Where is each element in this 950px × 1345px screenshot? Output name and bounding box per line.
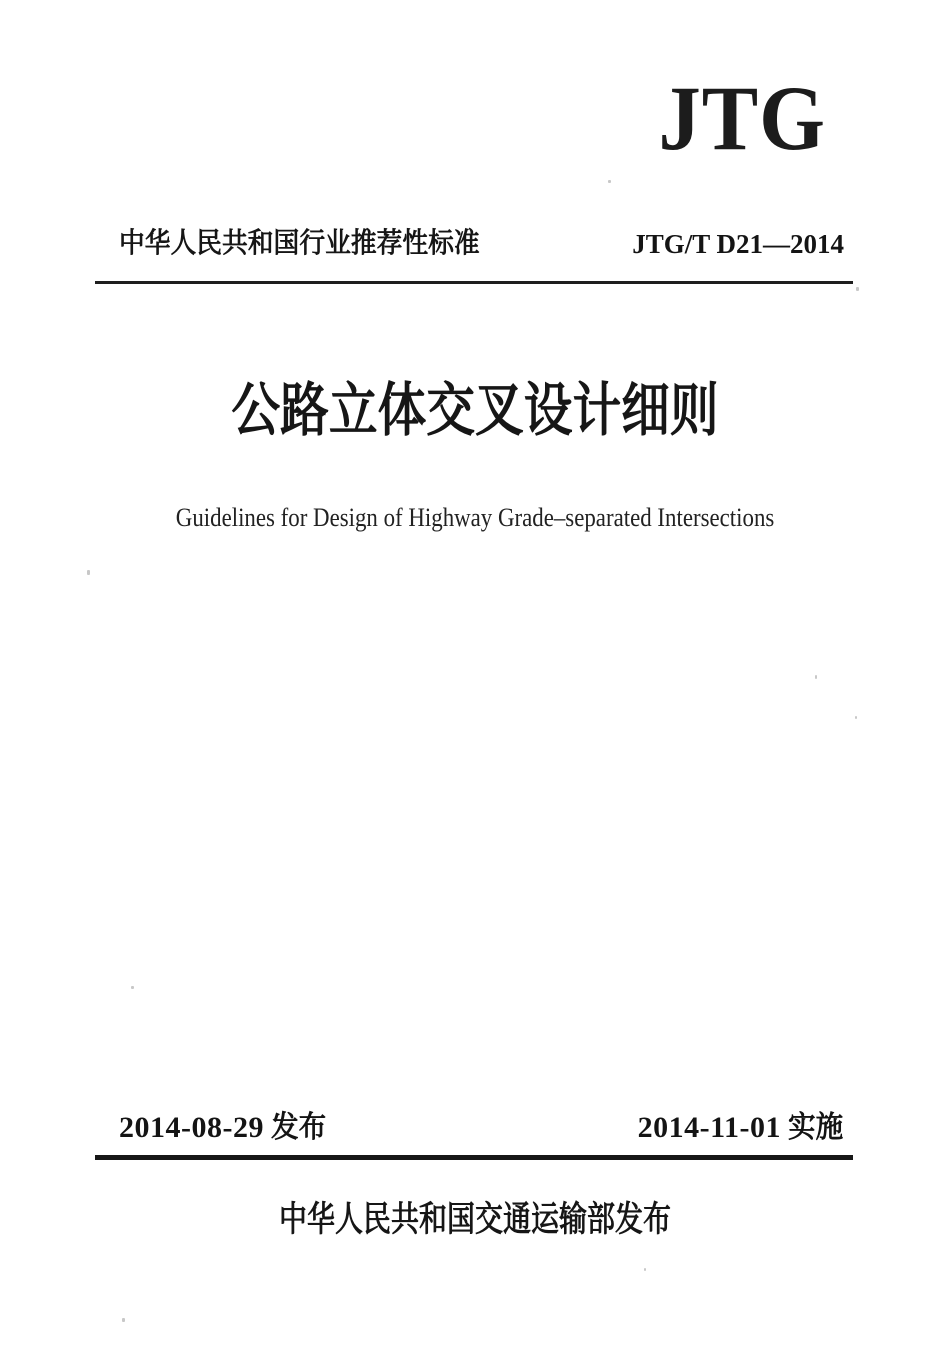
implement-date-line [638, 1110, 848, 1146]
publisher-text: 中华人民共和国交通运输部发布 [278, 1200, 671, 1239]
scan-speck [644, 1268, 646, 1271]
header-rule [95, 281, 853, 284]
jtg-logo: JTG [658, 67, 826, 169]
implement-date: 2014-11-01 [637, 1111, 781, 1144]
release-date-line [119, 1110, 331, 1146]
scan-speck [855, 716, 857, 719]
implement-label: 实施 [788, 1111, 844, 1144]
publisher-line [0, 1199, 950, 1241]
scan-speck [856, 287, 859, 291]
document-title-zh [0, 376, 950, 446]
standard-class-label: 中华人民共和国行业推荐性标准 [119, 227, 480, 258]
document-title-zh-text: 公路立体交叉设计细则 [231, 378, 719, 443]
document-title-en-text: Guidelines for Design of Highway Grade–separated Intersections [175, 503, 775, 532]
standard-code-label: JTG/T D21—2014 [632, 229, 844, 259]
scan-speck [87, 570, 90, 575]
release-label: 发布 [270, 1111, 327, 1144]
release-date: 2014-08-29 [119, 1111, 264, 1144]
footer-rule [95, 1155, 853, 1160]
scan-speck [122, 1318, 125, 1322]
document-title-en [0, 502, 950, 533]
scan-speck [608, 180, 611, 183]
scan-speck [815, 675, 817, 679]
scan-speck [131, 986, 134, 989]
